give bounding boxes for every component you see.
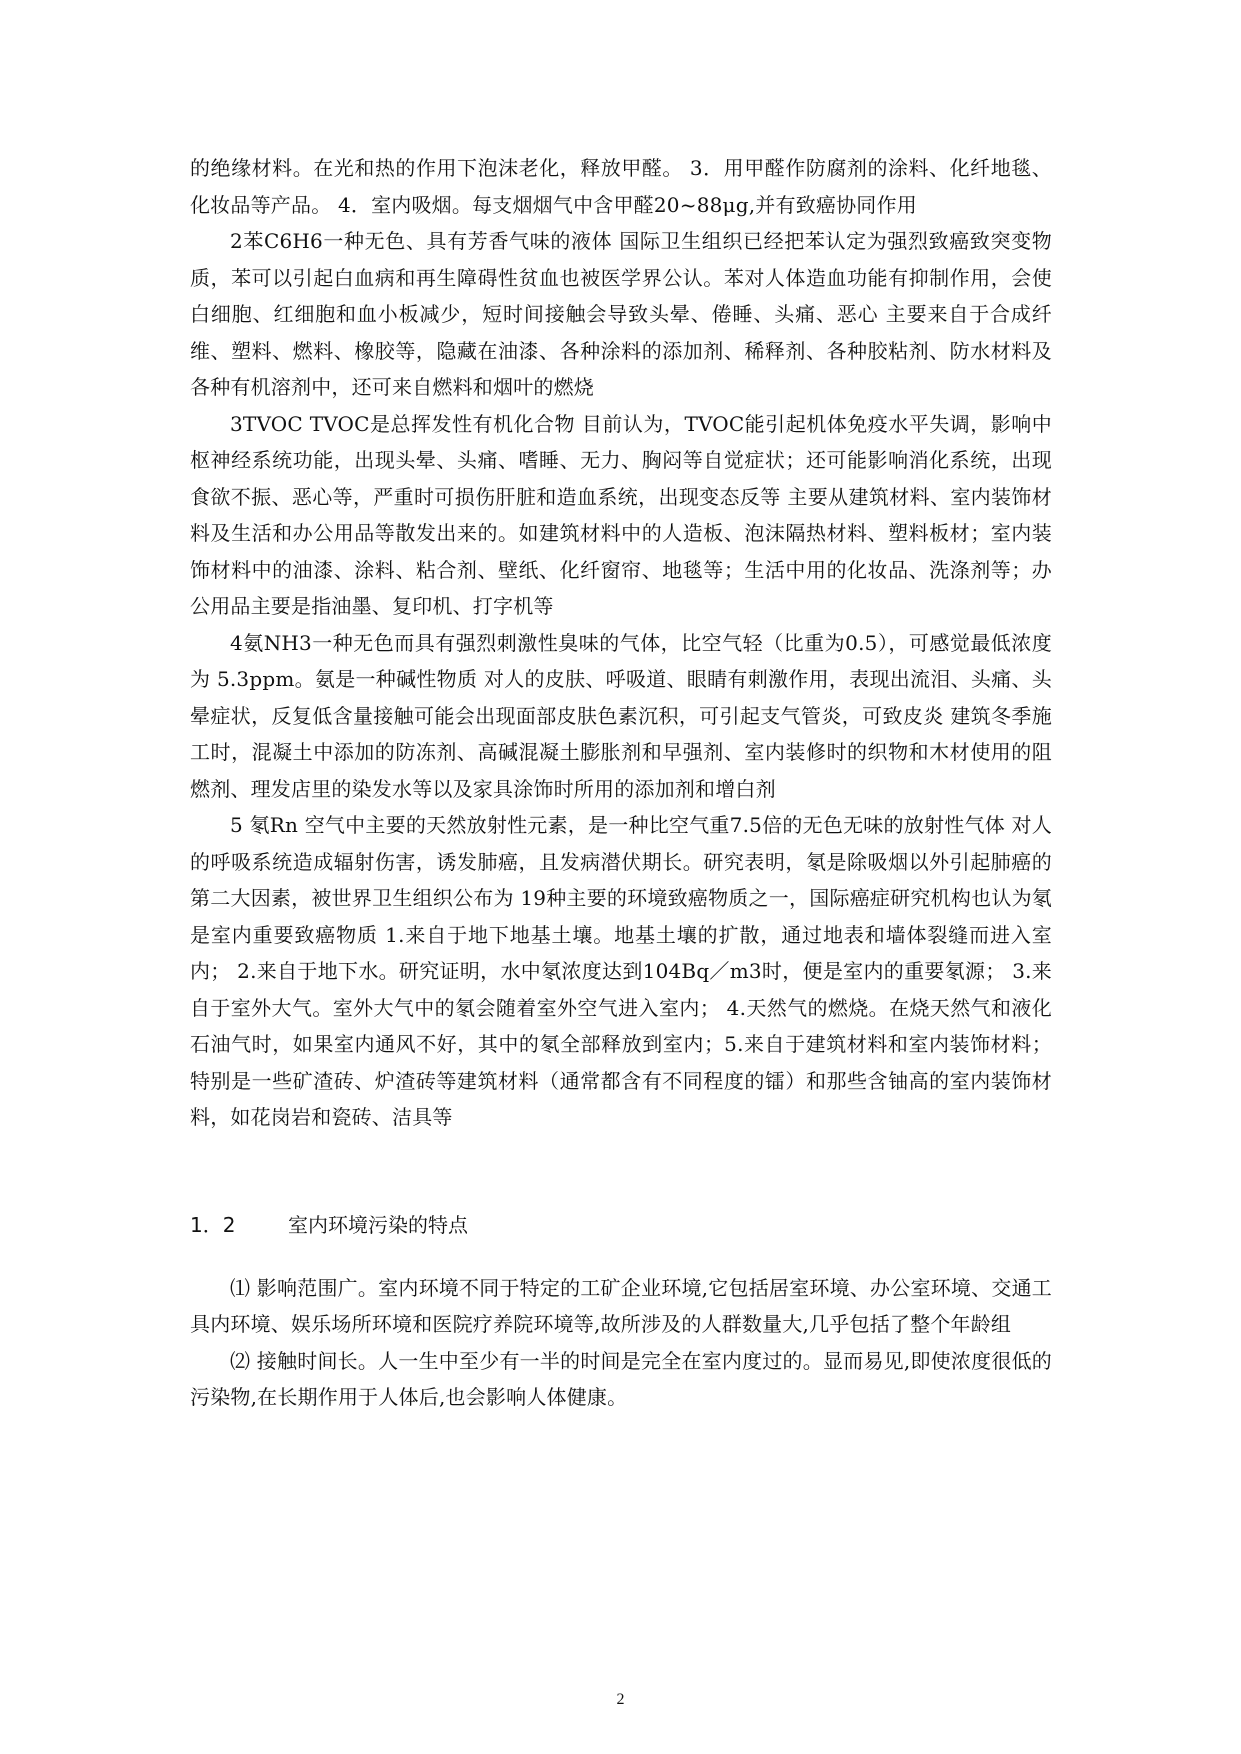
paragraph-continuation: 的绝缘材料。在光和热的作用下泡沫老化，释放甲醛。 3．用甲醛作防腐剂的涂料、化纤地毯、化妆品等产品。 4．室内吸烟。每支烟烟气中含甲醛20~88μg,并有致癌协同作用	[190, 156, 1052, 217]
paragraph-ammonia: 4氨NH3一种无色而具有强烈刺激性臭味的气体，比空气轻（比重为0.5），可感觉最低浓度为 5.3ppm。氨是一种碱性物质 对人的皮肤、呼吸道、眼睛有刺激作用，表现出流泪、头痛、头晕症状，反复低含量接触可能会出现面部皮肤色素沉积，可引起支气管炎，可致皮炎 建筑冬季施工时，混凝土中添加的防冻剂、高碱混凝土膨胀剂和早强剂、室内装修时的织物和木材使用的阻燃剂、理发店里的染发水等以及家具涂饰时所用的添加剂和增白剂	[190, 630, 1052, 801]
section-number: 1．2	[190, 1212, 236, 1237]
heading-spacer	[190, 1240, 1052, 1270]
paragraph-radon: 5 氡Rn 空气中主要的天然放射性元素，是一种比空气重7.5倍的无色无味的放射性气体 对人的呼吸系统造成辐射伤害，诱发肺癌，且发病潜伏期长。研究表明，氡是除吸烟以外引起肺癌的第二大因素，被世界卫生组织公布为 19种主要的环境致癌物质之一，国际癌症研究机构也认为氡是室内重要致癌物质 1.来自于地下地基土壤。地基土壤的扩散，通过地表和墙体裂缝而进入室内； 2.来自于地下水。研究证明，水中氡浓度达到104Bq／m3时，便是室内的重要氡源； 3.来自于室外大气。室外大气中的氡会随着室外空气进入室内； 4.天然气的燃烧。在烧天然气和液化石油气时，如果室内通风不好，其中的氡全部释放到室内；5.来自于建筑材料和室内装饰材料；特别是一些矿渣砖、炉渣砖等建筑材料（通常都含有不同程度的镭）和那些含铀高的室内装饰材料，如花岗岩和瓷砖、洁具等	[190, 813, 1052, 1129]
section-spacer	[190, 1136, 1052, 1210]
paragraph-benzene: 2苯C6H6一种无色、具有芳香气味的液体 国际卫生组织已经把苯认定为强烈致癌致突变物质，苯可以引起白血病和再生障碍性贫血也被医学界公认。苯对人体造血功能有抑制作用，会使白细胞、红细胞和血小板减少，短时间接触会导致头晕、倦睡、头痛、恶心 主要来自于合成纤维、塑料、燃料、橡胶等，隐藏在油漆、各种涂料的添加剂、稀释剂、各种胶粘剂、防水材料及各种有机溶剂中，还可来自燃料和烟叶的燃烧	[190, 229, 1052, 399]
page-number: 2	[616, 1691, 625, 1708]
paragraph-wide-range: ⑴ 影响范围广。室内环境不同于特定的工矿企业环境,它包括居室环境、办公室环境、交通工具内环境、娱乐场所环境和医院疗养院环境等,故所涉及的人群数量大,几乎包括了整个年龄组	[190, 1275, 1052, 1336]
section-title: 室内环境污染的特点	[288, 1212, 468, 1237]
paragraph-tvoc: 3TVOC TVOC是总挥发性有机化合物 目前认为，TVOC能引起机体免疫水平失调，影响中枢神经系统功能，出现头晕、头痛、嗜睡、无力、胸闷等自觉症状；还可能影响消化系统，出现食欲不振、恶心等，严重时可损伤肝脏和造血系统，出现变态反等 主要从建筑材料、室内装饰材料及生活和办公用品等散发出来的。如建筑材料中的人造板、泡沫隔热材料、塑料板材；室内装饰材料中的油漆、涂料、粘合剂、壁纸、化纤窗帘、地毯等；生活中用的化妆品、洗涤剂等；办公用品主要是指油墨、复印机、打字机等	[190, 411, 1052, 618]
paragraph-long-exposure: ⑵ 接触时间长。人一生中至少有一半的时间是完全在室内度过的。显而易见,即使浓度很低的污染物,在长期作用于人体后,也会影响人体健康。	[190, 1348, 1052, 1409]
section-heading	[190, 1210, 1052, 1240]
page-content	[190, 150, 1052, 1416]
